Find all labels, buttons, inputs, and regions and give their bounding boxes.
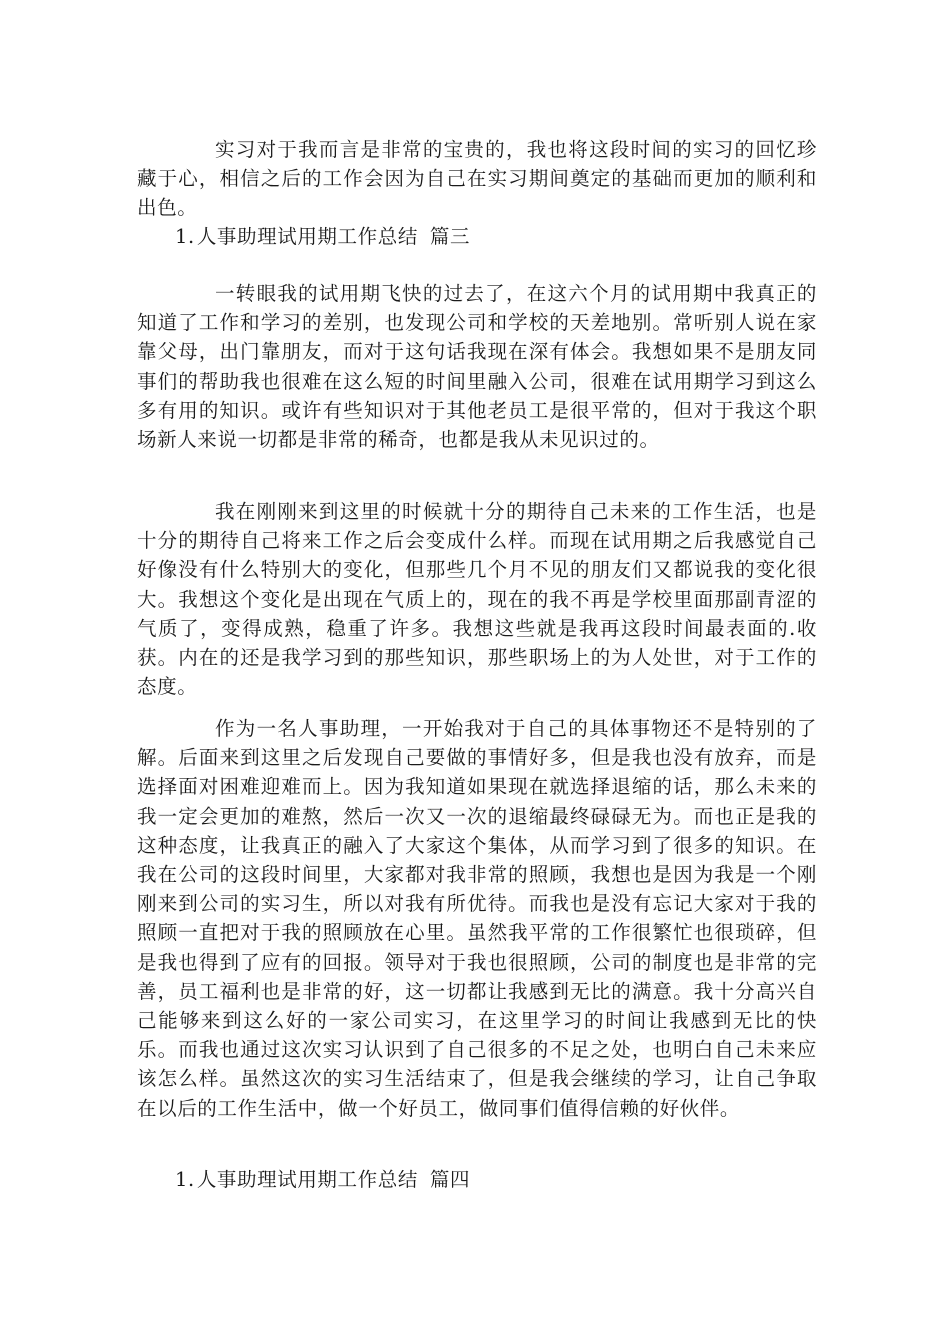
heading-title: 人事助理试用期工作总结 [196,225,418,248]
paragraph-expectations-and-changes: 我在刚刚来到这里的时候就十分的期待自己未来的工作生活，也是十分的期待自己将来工作之后会变成什么样。而现在试用期之后我感觉自己好像没有什么特别大的变化，但那些几个月不见的朋友们又都说我的变化很大。我想这个变化是出现在气质上的，现在的我不再是学校里面那副青涩的气质了，变得成熟，稳重了许多。我想这些就是我再这段时间最表面的.收获。内在的还是我学习到的那些知识，那些职场上的为人处世，对于工作的态度。 [137,500,817,699]
heading-number: 1. [175,1168,195,1191]
paragraph-trial-period-passed: 一转眼我的试用期飞快的过去了，在这六个月的试用期中我真正的知道了工作和学习的差别，也发现公司和学校的天差地别。常听别人说在家靠父母，出门靠朋友，而对于这句话我现在深有体会。我想如果不是朋友同事们的帮助我也很难在这么短的时间里融入公司，很难在试用期学习到这么多有用的知识。或许有些知识对于其他老员工是很平常的，但对于我这个职场新人来说一切都是非常的稀奇，也都是我从未见识过的。 [137,282,817,452]
section-heading-part-three [175,222,470,251]
paragraph-internship-value: 实习对于我而言是非常的宝贵的，我也将这段时间的实习的回忆珍藏于心，相信之后的工作会因为自己在实习期间奠定的基础而更加的顺利和出色。 [137,138,817,220]
paragraph-hr-assistant-experience: 作为一名人事助理，一开始我对于自己的具体事物还不是特别的了解。后面来到这里之后发现自己要做的事情好多，但是我也没有放弃，而是选择面对困难迎难而上。因为我知道如果现在就选择退缩的话，那么未来的我一定会更加的难熬，然后一次又一次的退缩最终碌碌无为。而也正是我的这种态度，让我真正的融入了大家这个集体，从而学习到了很多的知识。在我在公司的这段时间里，大家都对我非常的照顾，我想也是因为我是一个刚刚来到公司的实习生，所以对我有所优待。而我也是没有忘记大家对于我的照顾一直把对于我的照顾放在心里。虽然我平常的工作很繁忙也很琐碎，但是我也得到了应有的回报。领导对于我也很照顾，公司的制度也是非常的完善，员工福利也是非常的好，这一切都让我感到无比的满意。我十分高兴自己能够来到这么好的一家公司实习，在这里学习的时间让我感到无比的快乐。而我也通过这次实习认识到了自己很多的不足之处，也明白自己未来应该怎么样。虽然这次的实习生活结束了，但是我会继续的学习，让自己争取在以后的工作生活中，做一个好员工，做同事们值得信赖的好伙伴。 [137,717,817,1120]
heading-subtitle: 篇四 [429,1168,471,1191]
heading-subtitle: 篇三 [429,225,471,248]
heading-number: 1. [175,225,195,248]
section-heading-part-four [175,1165,470,1194]
heading-title: 人事助理试用期工作总结 [196,1168,418,1191]
